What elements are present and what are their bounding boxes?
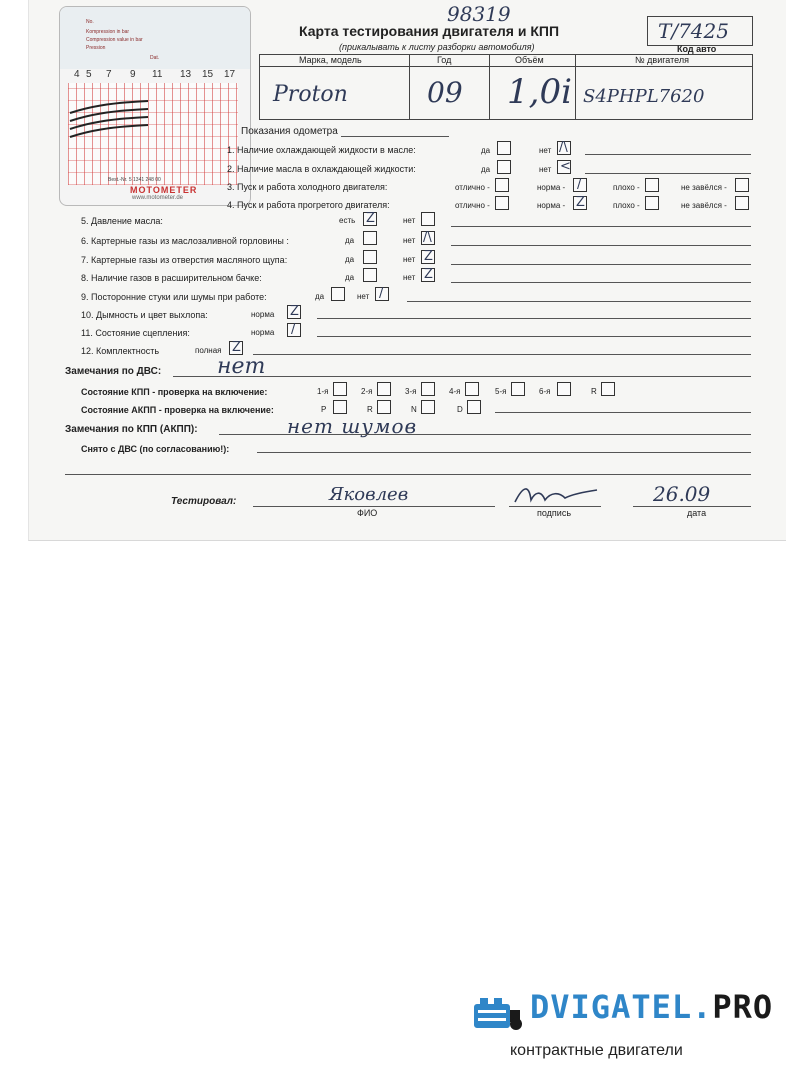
gearbox-remarks-label: Замечания по КПП (АКПП): bbox=[65, 424, 198, 435]
check-2-mark: < bbox=[560, 159, 571, 174]
check-11-opt: норма bbox=[251, 328, 275, 337]
check-9-a-label: да bbox=[315, 292, 325, 301]
check-7-label: 7. Картерные газы из отверстия масляного щупа: bbox=[81, 255, 288, 265]
gearbox-label: Состояние КПП - проверка на включение: bbox=[81, 387, 268, 397]
auto-gearbox-label: Состояние АКПП - проверка на включение: bbox=[81, 405, 274, 415]
motometer-line: Pression bbox=[86, 45, 106, 51]
motometer-url: www.motometer.de bbox=[132, 195, 184, 201]
check-9-line bbox=[407, 301, 751, 302]
check-5-b-box[interactable] bbox=[421, 212, 435, 226]
gear-label: 6-я bbox=[539, 387, 551, 396]
check-7-b-box[interactable] bbox=[421, 250, 435, 264]
gear-6-box[interactable] bbox=[557, 382, 571, 396]
engine-remarks-line bbox=[173, 376, 751, 377]
check-3-bad-box[interactable] bbox=[645, 178, 659, 192]
check-8-a-label: да bbox=[345, 273, 355, 282]
check-10-line bbox=[317, 318, 751, 319]
check-2-line bbox=[585, 173, 751, 174]
auto-gear-n-box[interactable] bbox=[421, 400, 435, 414]
check-4-excellent-box[interactable] bbox=[495, 196, 509, 210]
check-7-mark: Z bbox=[424, 249, 433, 264]
sign-label: подпись bbox=[537, 508, 572, 518]
check-1-no-box[interactable] bbox=[557, 141, 571, 155]
check-3-opt-bad: плохо - bbox=[613, 183, 640, 192]
check-5-a-label: есть bbox=[339, 216, 356, 225]
check-11-box[interactable] bbox=[287, 323, 301, 337]
auto-gear-label: D bbox=[457, 405, 463, 414]
logo-colored: DVIGATEL. bbox=[530, 988, 713, 1026]
check-10-label: 10. Дымность и цвет выхлопа: bbox=[81, 310, 208, 320]
auto-gear-label: R bbox=[367, 405, 373, 414]
check-6-label: 6. Картерные газы из маслозаливной горловины : bbox=[81, 236, 289, 246]
check-6-b-box[interactable] bbox=[421, 231, 435, 245]
year-value: 09 bbox=[427, 76, 463, 109]
scale-label: 17 bbox=[224, 69, 236, 80]
test-sheet bbox=[28, 0, 786, 541]
volume-value: 1,0i bbox=[507, 72, 572, 112]
check-3-opt-normal: норма - bbox=[537, 183, 566, 192]
check-8-label: 8. Наличие газов в расширительном бачке: bbox=[81, 273, 262, 283]
motometer-grid bbox=[68, 83, 238, 185]
check-6-a-label: да bbox=[345, 236, 355, 245]
check-8-line bbox=[451, 282, 751, 283]
auto-gear-p-box[interactable] bbox=[333, 400, 347, 414]
engine-remarks-value: нет bbox=[217, 354, 266, 379]
check-12-label: 12. Комплектность bbox=[81, 346, 160, 356]
gearbox-remarks-value: нет шумов bbox=[287, 414, 418, 438]
check-9-mark: / bbox=[379, 286, 384, 301]
scale-label: 4 bbox=[74, 69, 80, 80]
check-3-excellent-box[interactable] bbox=[495, 178, 509, 192]
check-4-bad-box[interactable] bbox=[645, 196, 659, 210]
col-divider bbox=[489, 54, 490, 120]
check-8-mark: Z bbox=[424, 267, 433, 282]
date-label: дата bbox=[687, 508, 707, 518]
gear-2-box[interactable] bbox=[377, 382, 391, 396]
scale-label: 13 bbox=[180, 69, 192, 80]
check-11-line bbox=[317, 336, 751, 337]
date-value: 26.09 bbox=[653, 482, 711, 506]
auto-gear-d-box[interactable] bbox=[467, 400, 481, 414]
check-4-nostart-box[interactable] bbox=[735, 196, 749, 210]
check-10-box[interactable] bbox=[287, 305, 301, 319]
check-5-b-label: нет bbox=[403, 216, 416, 225]
scale-label: 15 bbox=[202, 69, 214, 80]
gear-label: 5-я bbox=[495, 387, 507, 396]
code-box bbox=[647, 16, 753, 46]
check-1-label: 1. Наличие охлаждающей жидкости в масле: bbox=[227, 145, 416, 155]
check-11-label: 11. Состояние сцепления: bbox=[81, 328, 190, 338]
check-3-opt-excellent: отлично - bbox=[455, 183, 490, 192]
signature-line bbox=[509, 506, 601, 507]
check-4-opt-excellent: отлично - bbox=[455, 201, 490, 210]
motometer-order-number: Best.-Nr. 5 1341 248 00 bbox=[108, 177, 161, 183]
check-11-mark: / bbox=[291, 322, 296, 337]
col-divider bbox=[575, 54, 576, 120]
motometer-line: No. bbox=[86, 19, 94, 25]
check-3-mark: / bbox=[577, 177, 582, 192]
gear-label: 2-я bbox=[361, 387, 373, 396]
motometer-line: Compression value in bar bbox=[86, 37, 143, 43]
check-2-yes-box[interactable] bbox=[497, 160, 511, 174]
check-4-normal-box[interactable] bbox=[573, 196, 587, 210]
check-1-mark: /\ bbox=[559, 140, 568, 155]
odometer-label: Показания одометра bbox=[241, 126, 338, 137]
code-value: T/7425 bbox=[658, 19, 729, 43]
check-6-a-box[interactable] bbox=[363, 231, 377, 245]
gear-3-box[interactable] bbox=[421, 382, 435, 396]
check-12-opt: полная bbox=[195, 346, 222, 355]
logo-wordmark bbox=[530, 988, 773, 1026]
dvigatel-logo bbox=[466, 978, 786, 1080]
check-9-a-box[interactable] bbox=[331, 287, 345, 301]
motometer-scale bbox=[70, 69, 240, 81]
check-12-mark: Z bbox=[232, 340, 241, 355]
check-8-b-box[interactable] bbox=[421, 268, 435, 282]
check-3-nostart-box[interactable] bbox=[735, 178, 749, 192]
check-10-opt: норма bbox=[251, 310, 275, 319]
scale-label: 9 bbox=[130, 69, 136, 80]
check-7-b-label: нет bbox=[403, 255, 416, 264]
gear-1-box[interactable] bbox=[333, 382, 347, 396]
gear-label: 4-я bbox=[449, 387, 461, 396]
gear-5-box[interactable] bbox=[511, 382, 525, 396]
fio-label: ФИО bbox=[357, 508, 378, 518]
check-4-opt-nostart: не завёлся - bbox=[681, 201, 727, 210]
check-12-box[interactable] bbox=[229, 341, 243, 355]
check-7-line bbox=[451, 264, 751, 265]
logo-tagline: контрактные двигатели bbox=[510, 1042, 683, 1059]
check-7-a-box[interactable] bbox=[363, 250, 377, 264]
motometer-brand: MOTOMETER bbox=[130, 185, 198, 195]
auto-gear-r-box[interactable] bbox=[377, 400, 391, 414]
scale-label: 11 bbox=[152, 69, 163, 80]
auto-gear-label: N bbox=[411, 405, 417, 414]
col-volume-label: Объём bbox=[515, 55, 544, 65]
odometer-line bbox=[341, 136, 449, 137]
removed-line-2 bbox=[65, 474, 751, 475]
gear-label: 3-я bbox=[405, 387, 417, 396]
col-engine-label: № двигателя bbox=[635, 55, 689, 65]
auto-gear-label: P bbox=[321, 405, 327, 414]
col-make-label: Марка, модель bbox=[299, 55, 362, 65]
code-label: Код авто bbox=[677, 44, 717, 54]
check-2-no-label: нет bbox=[539, 165, 552, 174]
auto-gearbox-line bbox=[495, 412, 751, 413]
check-6-mark: /\ bbox=[423, 230, 432, 245]
check-10-mark: Z bbox=[290, 304, 299, 319]
check-4-mark: Z bbox=[576, 195, 585, 210]
check-5-line bbox=[451, 226, 751, 227]
check-8-a-box[interactable] bbox=[363, 268, 377, 282]
check-3-normal-box[interactable] bbox=[573, 178, 587, 192]
check-7-a-label: да bbox=[345, 255, 355, 264]
check-2-yes-label: да bbox=[481, 165, 491, 174]
gearbox-remarks-line bbox=[219, 434, 751, 435]
check-1-no-label: нет bbox=[539, 146, 552, 155]
check-4-label: 4. Пуск и работа прогретого двигателя: bbox=[227, 200, 390, 210]
check-1-yes-label: да bbox=[481, 146, 491, 155]
check-4-opt-bad: плохо - bbox=[613, 201, 640, 210]
check-2-label: 2. Наличие масла в охлаждающей жидкости: bbox=[227, 164, 416, 174]
removed-line bbox=[257, 452, 751, 453]
make-value: Proton bbox=[273, 82, 348, 107]
date-line bbox=[633, 506, 751, 507]
fio-line bbox=[253, 506, 495, 507]
check-3-opt-nostart: не завёлся - bbox=[681, 183, 727, 192]
gear-4-box[interactable] bbox=[465, 382, 479, 396]
fio-value: Яковлев bbox=[329, 484, 409, 505]
check-3-label: 3. Пуск и работа холодного двигателя: bbox=[227, 182, 388, 192]
check-4-opt-normal: норма - bbox=[537, 201, 566, 210]
check-9-label: 9. Посторонние стуки или шумы при работе: bbox=[81, 292, 267, 302]
motometer-line: Dat. bbox=[150, 55, 160, 61]
tested-label: Тестировал: bbox=[171, 496, 237, 507]
logo-dark: PRO bbox=[712, 988, 774, 1026]
col-year-label: Год bbox=[437, 55, 452, 65]
check-6-line bbox=[451, 245, 751, 246]
check-9-b-label: нет bbox=[357, 292, 370, 301]
check-12-line bbox=[253, 354, 751, 355]
removed-label: Снято с ДВС (по согласованию!): bbox=[81, 444, 230, 454]
engine-remarks-label: Замечания по ДВС: bbox=[65, 366, 162, 377]
check-5-label: 5. Давление масла: bbox=[81, 216, 163, 226]
motometer-line: Kompression in bar bbox=[86, 29, 130, 35]
check-6-b-label: нет bbox=[403, 236, 416, 245]
form-title: Карта тестирования двигателя и КПП bbox=[299, 23, 560, 39]
check-2-no-box[interactable] bbox=[557, 160, 571, 174]
check-1-line bbox=[585, 154, 751, 155]
col-divider bbox=[409, 54, 410, 120]
compression-curves bbox=[68, 83, 238, 185]
form-subtitle: (прикалывать к листу разборки автомобиля) bbox=[339, 42, 535, 52]
motometer-card bbox=[59, 6, 251, 206]
check-8-b-label: нет bbox=[403, 273, 416, 282]
scale-label: 7 bbox=[106, 69, 112, 80]
gear-label: 1-я bbox=[317, 387, 329, 396]
stamp-number: 98319 bbox=[447, 2, 511, 26]
engine-icon bbox=[470, 994, 526, 1034]
check-5-a-box[interactable] bbox=[363, 212, 377, 226]
check-1-yes-box[interactable] bbox=[497, 141, 511, 155]
check-5-mark: Z bbox=[366, 211, 375, 226]
engine-value: S4PHPL7620 bbox=[583, 86, 705, 107]
gear-label: R bbox=[591, 387, 597, 396]
scale-label: 5 bbox=[86, 69, 92, 80]
check-9-b-box[interactable] bbox=[375, 287, 389, 301]
gear-r-box[interactable] bbox=[601, 382, 615, 396]
